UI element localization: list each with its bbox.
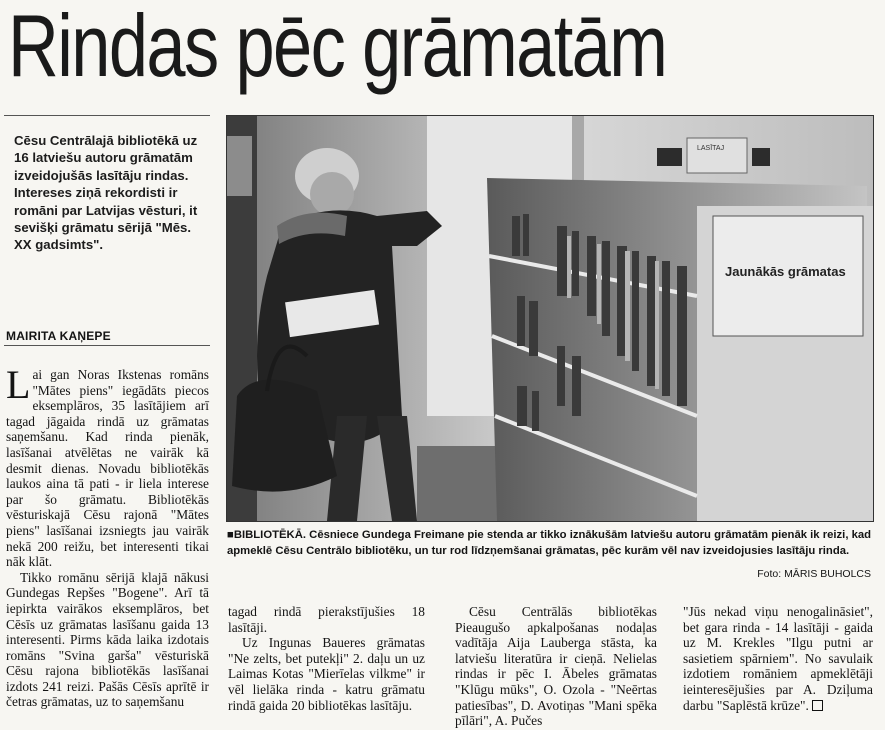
photo-caption: ■BIBLIOTĒKĀ. Cēsniece Gundega Freimane pie stenda ar tikko iznākušām latviešu autoru grāmatām pienāk ik reizi, kad apmeklē Cēsu Centrālo bibliotēku, un tur rod līdzņemšanai grāmatas, pēc kurām vēl nav izveidojusies lasītāju rinda. xyxy=(227,529,872,557)
caption-text: Cēsniece Gundega Freimane pie stenda ar tikko iznākušām latviešu autoru grāmatām pienāk ik reizi, kad apmeklē Cēsu Centrālo bibliotēku, un tur rod līdzņemšanai grāmatas, pēc kurām vēl nav izveidojusies lasītāju rinda. xyxy=(227,529,872,557)
headline-rule xyxy=(4,115,210,116)
article-paragraph: Cēsu Centrālās bibliotēkas Pieaugušo apkalpošanas nodaļas vadītāja Aija Lauberga stāsta, ka latviešu literatūra ir cieņā. Nelielas rindas ir pēc I. Ābeles grāmatas "Klūgu mūks", O. Ozola - "Neērtas patiesības", D. Avotiņas "Mani spēka pīlāri", A. Pučes xyxy=(455,604,657,729)
caption-label: BIBLIOTĒKĀ. xyxy=(233,529,307,541)
lead-paragraph: Cēsu Centrālajā bibliotēkā uz 16 latviešu autoru grāmatām izveidojušās lasītāju rindas. Intereses ziņā rekordisti ir romāni par Latvijas vēsturi, it sevišķi grāmatu sērijā "Mēs. XX gadsimts". xyxy=(14,133,198,253)
shelf-sign: Jaunākās grāmatas xyxy=(725,264,846,279)
article-column-1 xyxy=(6,362,209,710)
article-paragraph: Uz Ingunas Baueres grāmatas "Ne zelts, bet putekļi" 2. daļu un uz Laimas Kotas "Mierīelas vilkme" ir vēl lielāka rinda - katru grāmatu rindā gaida 20 bibliotēkas lasītāju. xyxy=(228,635,425,713)
article-paragraph: tagad rindā pierakstījušies 18 lasītāji. xyxy=(228,604,425,635)
byline: MAIRITA KAŅEPE xyxy=(6,329,111,343)
news-photo xyxy=(226,115,874,522)
article-paragraph: "Jūs nekad viņu nenogalināsiet", bet gara rinda - 14 lasītāji - gaida uz M. Krekles "Ilgu putni ar sasietiem spārniem". No savulaik izdotiem romāniem apmeklētāji ieinteresējušies par A. Dziļuma darbu "Saplēstā krūze". xyxy=(683,604,873,713)
photo-illustration xyxy=(227,116,873,521)
article-column-4 xyxy=(683,604,873,713)
article-paragraph: Tikko romānu sērijā klajā nākusi Gundegas Repšes "Bogene". Arī tā iepirkta vairākos eksemplāros, bet Cēsīs uz grāmatas lasīšanu gaida 13 interesenti. Pirms kāda laika izdotais romāns "Svina garša" vēsturiskā Cēsu rajona bibliotēkās lasīšanai izdots 241 reizi. Pašās Cēsīs aprītē ir četras grāmatas, uz to saņemšanu xyxy=(6,569,209,710)
byline-rule xyxy=(4,345,210,346)
photo-credit: Foto: MĀRIS BUHOLCS xyxy=(757,568,871,580)
drop-cap: L xyxy=(6,362,31,407)
article-column-3 xyxy=(455,604,657,729)
headline: Rindas pēc grāmatām xyxy=(8,0,667,95)
stand-sign: LASĪTAJ xyxy=(697,145,725,152)
article-column-2 xyxy=(228,604,425,713)
end-of-article-mark xyxy=(812,700,823,711)
article-paragraph: ai gan Noras Ikstenas romāns "Mātes piens" iegādāts piecos eksemplāros, 35 lasītājiem arī tagad jāgaida rindā uz grāmatas saņemšanu. Kad rinda pienāk, lasīšanai atvēlētas ne vairāk kā desmit dienas. Novadu bibliotēkās laukos aina tā pati - ir liela interese par šo grāmatu. Bibliotēkās vēsturiskajā Cēsu rajonā "Mātes piens" lasīšanai izsniegts jau vairāk nekā 200 reižu, bet interesenti tikai nāk klāt. xyxy=(6,367,209,570)
